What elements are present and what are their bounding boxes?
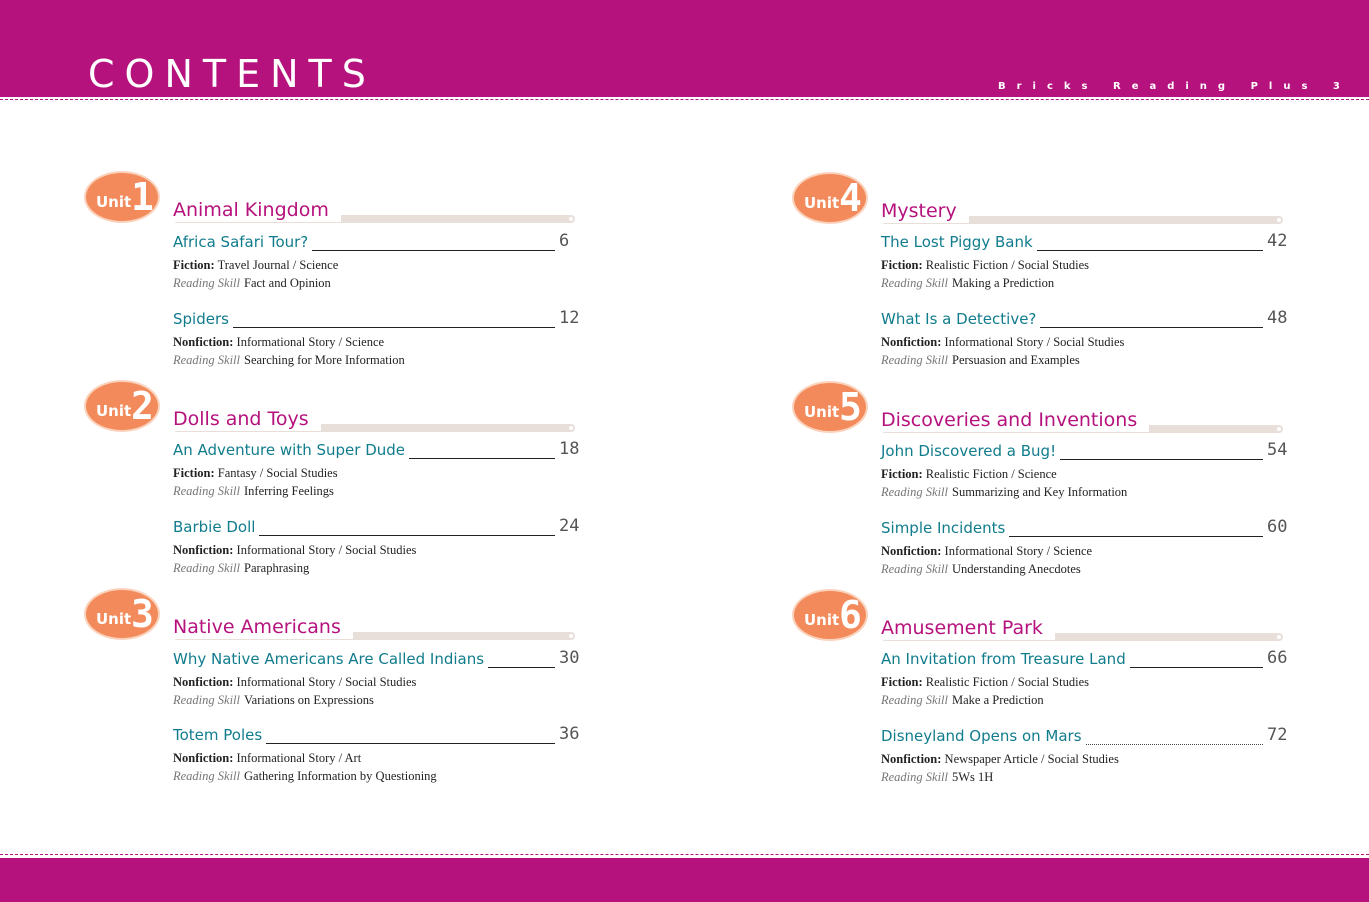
genre-value: Newspaper Article / Social Studies xyxy=(944,752,1119,766)
genre-value: Realistic Fiction / Social Studies xyxy=(925,258,1089,272)
skill-value: Making a Prediction xyxy=(952,276,1055,290)
lesson-title[interactable]: The Lost Piggy Bank xyxy=(881,232,1037,252)
genre-line xyxy=(173,674,416,690)
unit-badge xyxy=(792,172,868,224)
unit-1 xyxy=(84,171,584,381)
skill-value: Variations on Expressions xyxy=(244,693,374,707)
genre-label: Nonfiction: xyxy=(173,543,234,557)
page-number: 18 xyxy=(559,439,580,459)
unit-bar-dot xyxy=(569,217,573,221)
skill-value: Understanding Anecdotes xyxy=(952,562,1081,576)
skill-label: Reading Skill xyxy=(881,485,948,499)
page-number: 54 xyxy=(1267,440,1288,460)
skill-line xyxy=(881,692,1044,708)
lesson-title[interactable]: Why Native Americans Are Called Indians xyxy=(173,649,488,669)
unit-2 xyxy=(84,380,584,590)
genre-line xyxy=(173,257,338,273)
genre-line xyxy=(881,334,1124,350)
skill-line xyxy=(173,352,405,368)
skill-label: Reading Skill xyxy=(173,561,240,575)
genre-label: Nonfiction: xyxy=(881,544,942,558)
genre-value: Informational Story / Art xyxy=(236,751,362,765)
skill-line xyxy=(173,768,437,784)
lesson-entry xyxy=(173,724,580,795)
lesson-title[interactable]: Africa Safari Tour? xyxy=(173,232,312,252)
skill-line xyxy=(881,275,1054,291)
lesson-row[interactable] xyxy=(881,232,1263,254)
skill-label: Reading Skill xyxy=(173,353,240,367)
unit-badge xyxy=(84,171,160,223)
lesson-entry xyxy=(173,516,580,587)
lesson-entry xyxy=(881,308,1288,379)
skill-line xyxy=(173,275,331,291)
lesson-entry xyxy=(881,648,1288,719)
skill-value: Persuasion and Examples xyxy=(952,353,1080,367)
page-number: 6 xyxy=(559,231,570,251)
genre-line xyxy=(173,465,338,481)
footer-divider xyxy=(0,854,1369,855)
genre-label: Nonfiction: xyxy=(173,675,234,689)
lesson-row[interactable] xyxy=(881,441,1263,463)
page-title: CONTENTS xyxy=(88,52,376,96)
page-number: 24 xyxy=(559,516,580,536)
lesson-row[interactable] xyxy=(881,649,1263,671)
lesson-title[interactable]: Totem Poles xyxy=(173,725,266,745)
skill-value: Searching for More Information xyxy=(244,353,405,367)
lesson-row[interactable] xyxy=(173,440,555,462)
lesson-title[interactable]: What Is a Detective? xyxy=(881,309,1040,329)
unit-bar-dot xyxy=(1277,427,1281,431)
unit-number: 1 xyxy=(131,175,154,219)
skill-value: Paraphrasing xyxy=(244,561,310,575)
genre-line xyxy=(881,257,1089,273)
genre-label: Nonfiction: xyxy=(173,335,234,349)
unit-bar-dot xyxy=(1277,218,1281,222)
genre-value: Informational Story / Social Studies xyxy=(236,675,417,689)
genre-label: Nonfiction: xyxy=(173,751,234,765)
page-number: 66 xyxy=(1267,648,1288,668)
unit-badge xyxy=(792,381,868,433)
genre-value: Realistic Fiction / Social Studies xyxy=(925,675,1089,689)
series-title: Bricks Reading Plus 3 xyxy=(998,81,1351,92)
genre-label: Fiction: xyxy=(881,258,923,272)
page-number: 36 xyxy=(559,724,580,744)
genre-value: Realistic Fiction / Science xyxy=(925,467,1057,481)
skill-label: Reading Skill xyxy=(881,562,948,576)
genre-label: Fiction: xyxy=(881,675,923,689)
lesson-entry xyxy=(881,231,1288,302)
lesson-row[interactable] xyxy=(173,725,555,747)
unit-number: 4 xyxy=(839,176,862,220)
lesson-title[interactable]: Simple Incidents xyxy=(881,518,1009,538)
lesson-row[interactable] xyxy=(173,232,555,254)
unit-badge-label: Unit xyxy=(804,194,840,212)
lesson-title[interactable]: John Discovered a Bug! xyxy=(881,441,1060,461)
skill-line xyxy=(173,483,334,499)
lesson-row[interactable] xyxy=(173,649,555,671)
lesson-entry xyxy=(881,517,1288,588)
skill-line xyxy=(881,352,1080,368)
genre-value: Informational Story / Social Studies xyxy=(236,543,417,557)
unit-bar-dot xyxy=(1277,635,1281,639)
unit-6 xyxy=(792,589,1292,799)
lesson-entry xyxy=(173,232,577,302)
unit-bar-dot xyxy=(569,426,573,430)
footer-band xyxy=(0,858,1369,902)
unit-number: 6 xyxy=(839,593,862,637)
page-number: 72 xyxy=(1267,725,1288,745)
unit-title[interactable]: Native Americans xyxy=(173,615,353,639)
unit-bar-dot xyxy=(569,634,573,638)
genre-label: Fiction: xyxy=(173,466,215,480)
skill-value: Fact and Opinion xyxy=(244,276,331,290)
unit-number: 3 xyxy=(131,592,154,636)
lesson-entry xyxy=(173,308,580,379)
lesson-row[interactable] xyxy=(881,309,1263,331)
lesson-row[interactable] xyxy=(881,518,1263,540)
skill-label: Reading Skill xyxy=(173,769,240,783)
genre-label: Fiction: xyxy=(173,258,215,272)
lesson-entry xyxy=(173,648,580,719)
skill-value: Summarizing and Key Information xyxy=(952,485,1128,499)
unit-badge-label: Unit xyxy=(96,193,132,211)
lesson-entry xyxy=(173,439,580,510)
unit-badge xyxy=(792,589,868,641)
lesson-row[interactable] xyxy=(173,517,555,539)
genre-line xyxy=(881,751,1119,767)
unit-title[interactable]: Discoveries and Inventions xyxy=(881,408,1149,432)
skill-line xyxy=(881,561,1081,577)
skill-label: Reading Skill xyxy=(173,484,240,498)
lesson-title[interactable]: Spiders xyxy=(173,309,233,329)
lesson-title[interactable]: An Invitation from Treasure Land xyxy=(881,649,1130,669)
skill-label: Reading Skill xyxy=(881,276,948,290)
unit-5 xyxy=(792,381,1292,591)
header-divider xyxy=(0,99,1369,100)
skill-label: Reading Skill xyxy=(173,276,240,290)
page-number: 30 xyxy=(559,648,580,668)
unit-title[interactable]: Amusement Park xyxy=(881,616,1055,640)
genre-line xyxy=(881,543,1092,559)
unit-badge xyxy=(84,380,160,432)
skill-value: Inferring Feelings xyxy=(244,484,334,498)
genre-label: Nonfiction: xyxy=(881,752,942,766)
unit-badge xyxy=(84,588,160,640)
skill-line xyxy=(881,769,993,785)
page-number: 42 xyxy=(1267,231,1288,251)
unit-3 xyxy=(84,588,584,798)
lesson-title[interactable]: An Adventure with Super Dude xyxy=(173,440,409,460)
skill-value: Make a Prediction xyxy=(952,693,1044,707)
skill-line xyxy=(173,560,309,576)
unit-badge-label: Unit xyxy=(804,403,840,421)
skill-line xyxy=(173,692,374,708)
genre-line xyxy=(173,334,384,350)
skill-value: 5Ws 1H xyxy=(952,770,994,784)
unit-badge-label: Unit xyxy=(804,611,840,629)
page-number: 60 xyxy=(1267,517,1288,537)
lesson-entry xyxy=(881,725,1288,796)
unit-title[interactable]: Dolls and Toys xyxy=(173,407,321,431)
unit-title[interactable]: Animal Kingdom xyxy=(173,198,341,222)
skill-label: Reading Skill xyxy=(173,693,240,707)
genre-value: Fantasy / Social Studies xyxy=(217,466,338,480)
genre-value: Informational Story / Social Studies xyxy=(944,335,1125,349)
lesson-title[interactable]: Disneyland Opens on Mars xyxy=(881,726,1086,746)
genre-line xyxy=(881,674,1089,690)
genre-value: Travel Journal / Science xyxy=(217,258,339,272)
genre-line xyxy=(881,466,1057,482)
genre-label: Fiction: xyxy=(881,467,923,481)
lesson-row[interactable] xyxy=(881,726,1263,748)
genre-value: Informational Story / Science xyxy=(236,335,385,349)
unit-number: 2 xyxy=(131,384,154,428)
unit-4 xyxy=(792,172,1292,382)
skill-label: Reading Skill xyxy=(881,693,948,707)
lesson-title[interactable]: Barbie Doll xyxy=(173,517,259,537)
lesson-entry xyxy=(881,440,1288,511)
unit-badge-label: Unit xyxy=(96,402,132,420)
genre-line xyxy=(173,542,416,558)
skill-label: Reading Skill xyxy=(881,770,948,784)
page-number: 12 xyxy=(559,308,580,328)
unit-number: 5 xyxy=(839,385,862,429)
skill-line xyxy=(881,484,1127,500)
skill-label: Reading Skill xyxy=(881,353,948,367)
genre-line xyxy=(173,750,361,766)
genre-label: Nonfiction: xyxy=(881,335,942,349)
lesson-row[interactable] xyxy=(173,309,555,331)
genre-value: Informational Story / Science xyxy=(944,544,1093,558)
skill-value: Gathering Information by Questioning xyxy=(244,769,437,783)
unit-title[interactable]: Mystery xyxy=(881,199,969,223)
page-number: 48 xyxy=(1267,308,1288,328)
unit-badge-label: Unit xyxy=(96,610,132,628)
